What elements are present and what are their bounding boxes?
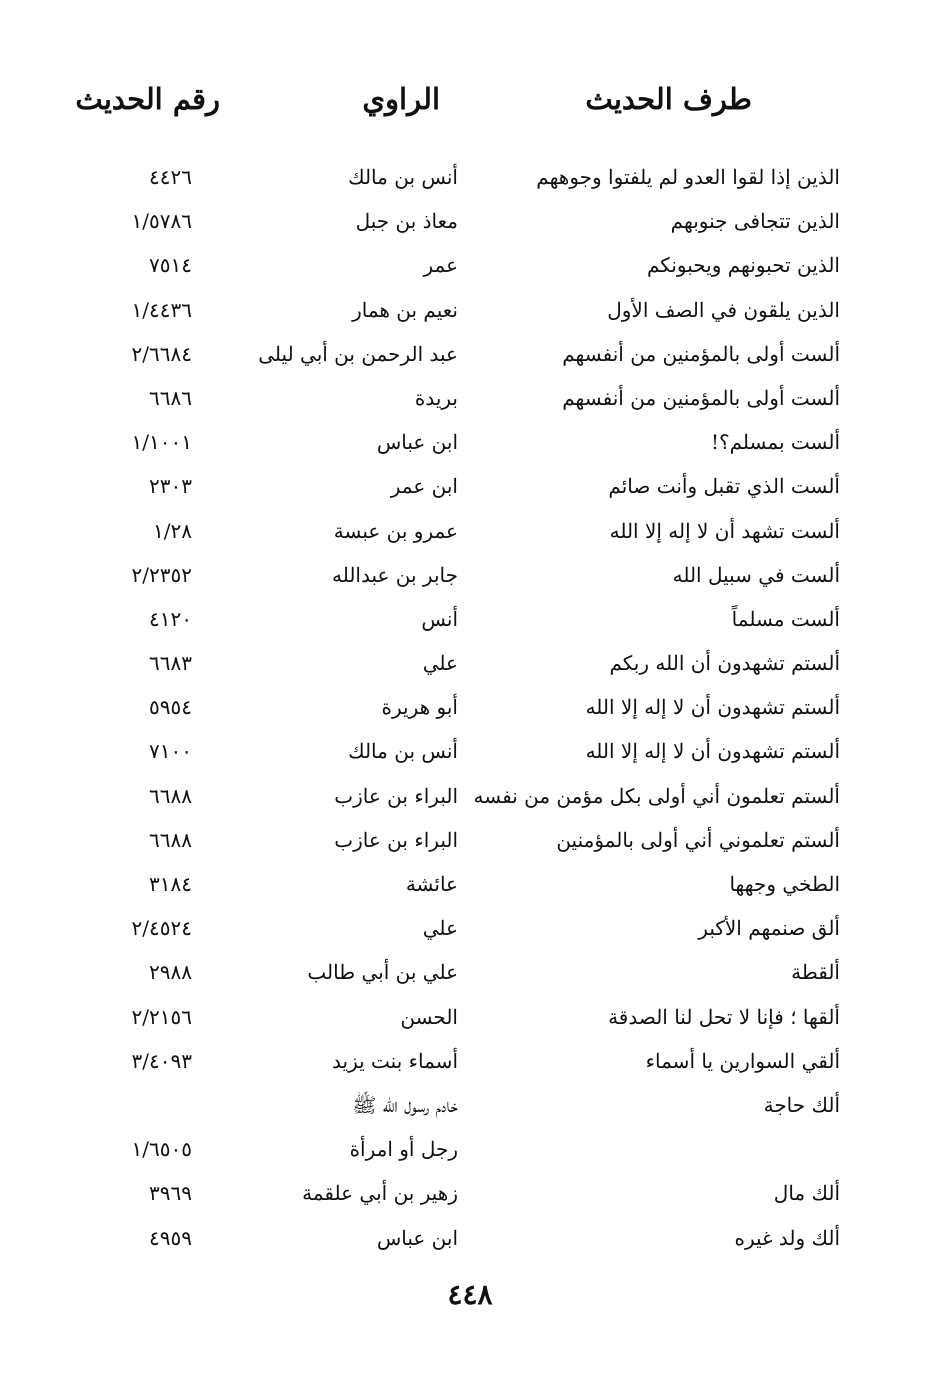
table-row	[0, 956, 940, 1000]
hadith-number: ٢٣٠٣	[149, 474, 192, 499]
hadith-text: ألقها ؛ فإنا لا تحل لنا الصدقة	[608, 1004, 840, 1029]
hadith-text: الذين يلقون في الصف الأول	[607, 297, 840, 322]
table-row	[0, 338, 940, 382]
hadith-number: ٢/٤٥٢٤	[131, 916, 192, 941]
table-row	[0, 515, 940, 559]
hadith-text: ألقي السوارين يا أسماء	[645, 1048, 840, 1073]
table-row	[0, 470, 940, 514]
hadith-number: ١/٦٥٠٥	[131, 1137, 192, 1162]
hadith-number: ٣/٤٠٩٣	[131, 1048, 192, 1073]
narrator-name: أنس بن مالك	[348, 739, 458, 764]
hadith-number: ١/٥٧٨٦	[131, 209, 192, 234]
narrator-name: علي	[422, 651, 458, 676]
hadith-text: ألك ولد غيره	[734, 1225, 840, 1250]
narrator-name: أبو هريرة	[381, 695, 458, 720]
hadith-number: ٢/٦٦٨٤	[131, 341, 192, 366]
hadith-number: ٤١٢٠	[149, 606, 192, 631]
hadith-text: ألستم تشهدون أن لا إله إلا الله	[585, 695, 840, 720]
narrator-name: عبد الرحمن بن أبي ليلى	[258, 341, 458, 366]
hadith-column-heading: طرف الحديث	[585, 82, 752, 116]
table-row	[0, 912, 940, 956]
narrator-name: أنس	[421, 606, 458, 631]
hadith-number: ٣١٨٤	[149, 872, 192, 896]
table-row	[0, 382, 940, 426]
number-column-heading: رقم الحديث	[75, 82, 220, 116]
narrator-name: أنس بن مالك	[348, 165, 458, 189]
hadith-number: ٢٩٨٨	[149, 960, 192, 985]
hadith-text: ألست أولى بالمؤمنين من أنفسهم	[562, 341, 840, 366]
table-row	[0, 205, 940, 249]
table-row	[0, 780, 940, 824]
hadith-text: الذين إذا لقوا العدو لم يلفتوا وجوههم	[536, 165, 840, 189]
narrator-name: زهير بن أبي علقمة	[302, 1181, 458, 1206]
hadith-text: ألقطة	[791, 960, 840, 985]
hadith-text: ألست تشهد أن لا إله إلا الله	[609, 518, 840, 543]
table-row	[0, 1133, 940, 1177]
hadith-number: ٤٤٢٦	[149, 165, 192, 189]
hadith-text: ألستم تشهدون أن الله ربكم	[609, 651, 840, 676]
narrator-name: ابن عباس	[376, 1225, 458, 1250]
narrator-name: رجل أو امرأة	[349, 1137, 458, 1162]
hadith-number: ٥٩٥٤	[149, 695, 192, 720]
narrator-name: نعيم بن همار	[352, 297, 458, 322]
hadith-text: الذين تحبونهم ويحبونكم	[646, 253, 840, 278]
hadith-text: ألست أولى بالمؤمنين من أنفسهم	[562, 385, 840, 410]
narrator-name: الحسن	[400, 1004, 458, 1029]
hadith-text: ألست الذي تقبل وأنت صائم	[608, 474, 840, 499]
narrator-name: معاذ بن جبل	[355, 209, 458, 234]
hadith-number: ٧٥١٤	[149, 253, 192, 278]
hadith-number: ١/٤٤٣٦	[131, 297, 192, 322]
table-row	[0, 647, 940, 691]
narrator-column-heading: الراوي	[362, 82, 440, 116]
narrator-name: عمر	[423, 253, 458, 278]
narrator-name: جابر بن عبدالله	[331, 562, 458, 587]
hadith-text: ألست مسلماً	[731, 606, 840, 631]
table-row	[0, 1001, 940, 1045]
hadith-text: ألست في سبيل الله	[672, 562, 840, 587]
table-row	[0, 559, 940, 603]
table-row	[0, 603, 940, 647]
hadith-number: ٦٦٨٨	[149, 827, 192, 852]
table-row	[0, 161, 940, 205]
table-row	[0, 249, 940, 293]
table-row	[0, 294, 940, 338]
hadith-text: ألق صنمهم الأكبر	[698, 916, 840, 941]
page-number: ٤٤٨	[447, 1278, 493, 1311]
hadith-number: ٣٩٦٩	[149, 1181, 192, 1206]
narrator-name: عائشة	[405, 872, 458, 896]
narrator-name: ابن عمر	[390, 474, 458, 499]
hadith-number: ١/١٠٠١	[131, 430, 192, 455]
narrator-name: عمرو بن عبسة	[333, 518, 458, 543]
hadith-text: الذين تتجافى جنوبهم	[670, 209, 840, 234]
table-row	[0, 824, 940, 868]
narrator-name: أسماء بنت يزيد	[332, 1048, 458, 1073]
hadith-number: ١/٢٨	[153, 518, 192, 543]
narrator-name: ابن عباس	[376, 430, 458, 455]
hadith-number: ٢/٢٣٥٢	[131, 562, 192, 587]
hadith-text: ألستم تعلمون أني أولى بكل مؤمن من نفسه	[473, 783, 840, 808]
narrator-name: علي بن أبي طالب	[307, 960, 458, 985]
table-row	[0, 735, 940, 779]
hadith-text: ألك حاجة	[763, 1092, 840, 1117]
narrator-name: بريدة	[414, 385, 458, 410]
hadith-text: ألستم تشهدون أن لا إله إلا الله	[585, 739, 840, 764]
hadith-number: ٧١٠٠	[149, 739, 192, 764]
table-row	[0, 426, 940, 470]
hadith-number: ٤٩٥٩	[149, 1225, 192, 1250]
table-row	[0, 1222, 940, 1266]
table-row	[0, 691, 940, 735]
hadith-text: الطخي وجهها	[729, 872, 840, 896]
hadith-text: ألست بمسلم؟!	[710, 430, 840, 455]
hadith-text: ألك مال	[773, 1181, 840, 1206]
hadith-text: ألستم تعلموني أني أولى بالمؤمنين	[556, 827, 840, 852]
hadith-index-list	[0, 161, 940, 1266]
table-row	[0, 1177, 940, 1221]
hadith-number: ٦٦٨٨	[149, 783, 192, 808]
hadith-number: ٦٦٨٣	[149, 651, 192, 676]
hadith-number: ٢/٢١٥٦	[131, 1004, 192, 1029]
table-row	[0, 1045, 940, 1089]
table-row	[0, 868, 940, 912]
narrator-name: البراء بن عازب	[334, 783, 458, 808]
narrator-name: البراء بن عازب	[334, 827, 458, 852]
narrator-name: خادم رسول الله ﷺ	[352, 1092, 458, 1117]
hadith-number: ٦٦٨٦	[149, 385, 192, 410]
table-header	[0, 82, 940, 128]
narrator-name: علي	[422, 916, 458, 941]
table-row	[0, 1089, 940, 1133]
